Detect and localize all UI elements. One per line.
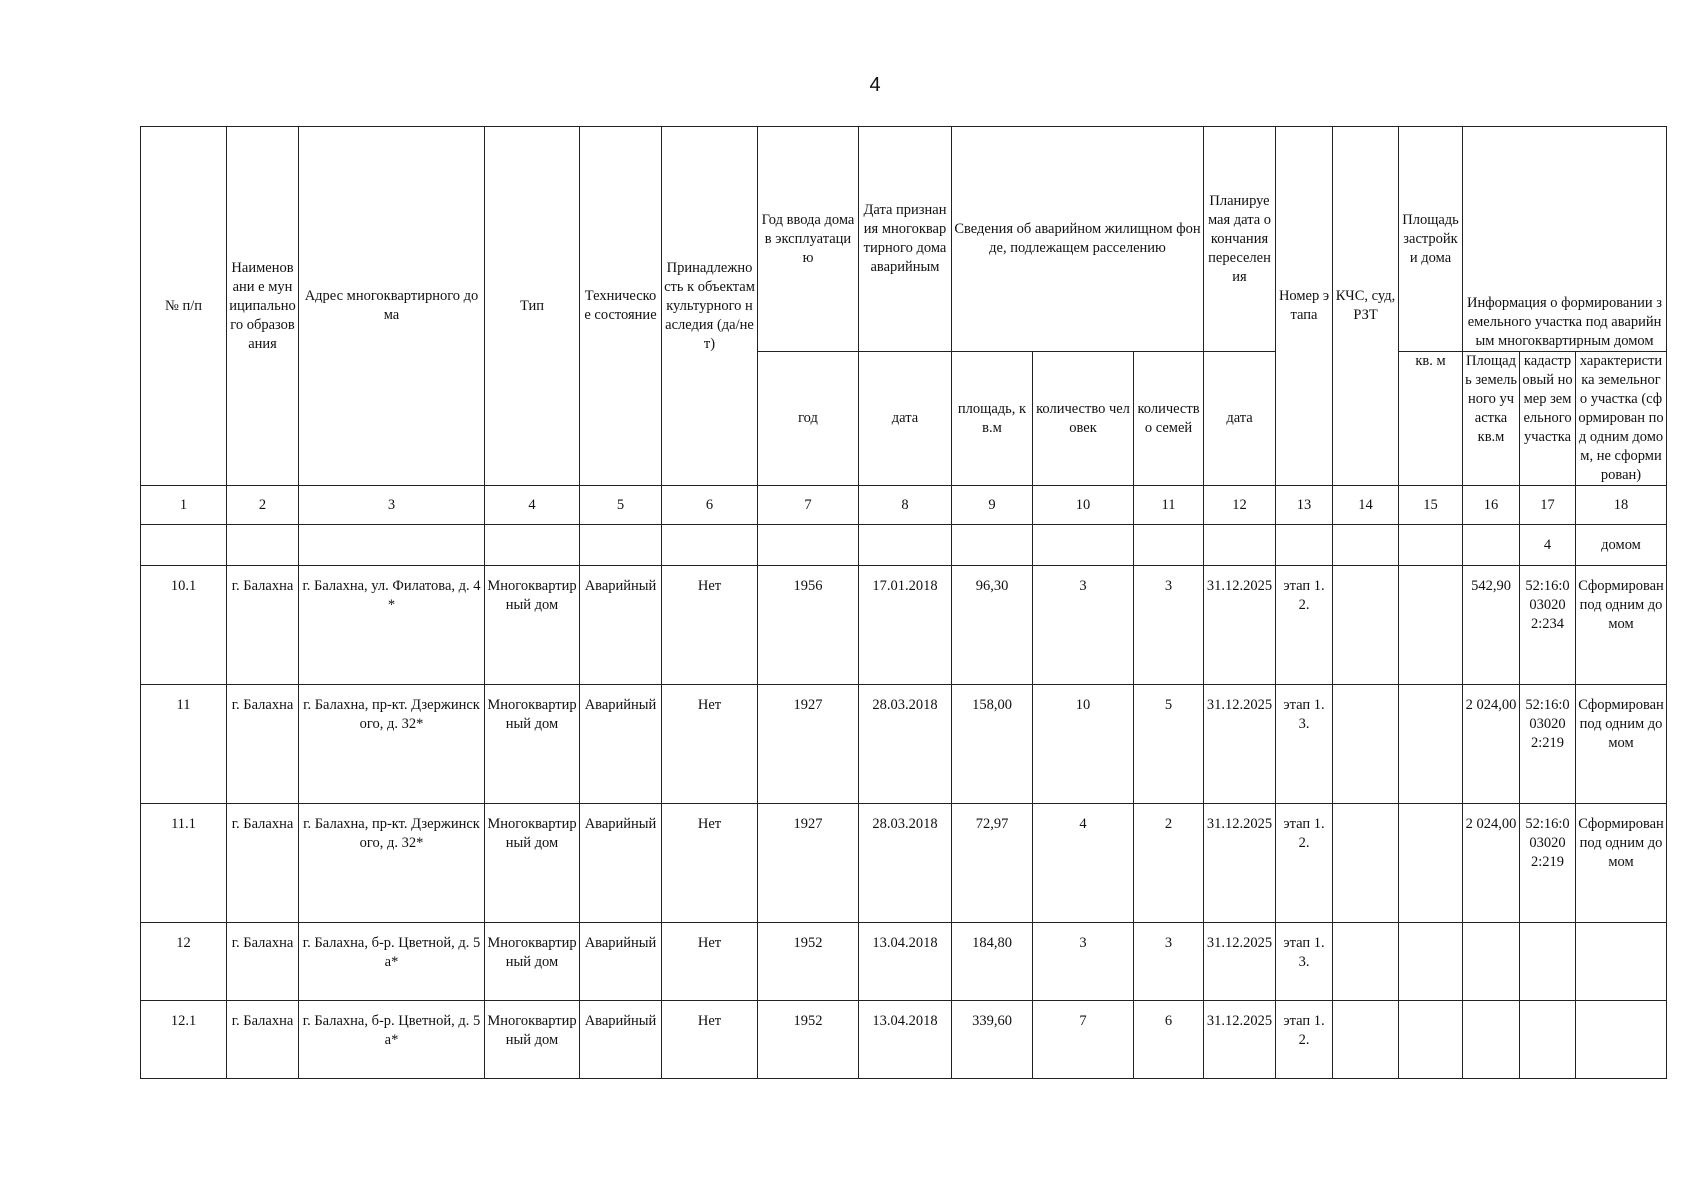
cell-building-area [1399, 566, 1463, 685]
cell-families: 3 [1134, 923, 1204, 1001]
cell-recognition-date: 17.01.2018 [859, 566, 952, 685]
cell-building-area [1399, 685, 1463, 804]
unit-col-11: количество семей [1134, 352, 1204, 486]
table-row [141, 525, 1667, 566]
unit-col-15: кв. м [1399, 352, 1463, 486]
cell-recognition-date: 13.04.2018 [859, 923, 952, 1001]
header-col-8: Дата признания многоквартирного дома аварийным [859, 127, 952, 352]
header-col-12: Планируемая дата окончания переселения [1204, 127, 1276, 352]
cell-recognition-date: 28.03.2018 [859, 685, 952, 804]
cell-number: 12.1 [141, 1001, 227, 1079]
cell-plot-status: Сформирован под одним домом [1576, 566, 1667, 685]
cell-building-area [1399, 923, 1463, 1001]
column-number: 1 [141, 486, 227, 525]
cell-municipality: г. Балахна [227, 923, 299, 1001]
header-col-9-11: Сведения об аварийном жилищном фонде, подлежащем расселению [952, 127, 1204, 352]
cell-number: 11 [141, 685, 227, 804]
cell-planned-date: 31.12.2025 [1204, 1001, 1276, 1079]
cell-plot-area: 2 024,00 [1463, 685, 1520, 804]
column-number: 2 [227, 486, 299, 525]
cell-cadastral-number: 4 [1520, 525, 1576, 566]
column-number: 7 [758, 486, 859, 525]
cell-number: 10.1 [141, 566, 227, 685]
cell-kchs [1333, 804, 1399, 923]
cell-area: 184,80 [952, 923, 1033, 1001]
cell-people [1033, 525, 1134, 566]
column-number: 13 [1276, 486, 1333, 525]
cell-number [141, 525, 227, 566]
cell-municipality: г. Балахна [227, 1001, 299, 1079]
cell-condition: Аварийный [580, 566, 662, 685]
cell-year: 1956 [758, 566, 859, 685]
cell-address: г. Балахна, б-р. Цветной, д. 5а* [299, 1001, 485, 1079]
cell-planned-date: 31.12.2025 [1204, 804, 1276, 923]
cell-year: 1927 [758, 804, 859, 923]
cell-address [299, 525, 485, 566]
cell-building-area [1399, 804, 1463, 923]
table-row [141, 685, 1667, 804]
column-number: 17 [1520, 486, 1576, 525]
cell-type [485, 525, 580, 566]
header-col-16-unit [1463, 352, 1520, 486]
header-col-16: Площадь земельного участка [1465, 353, 1517, 426]
cell-address: г. Балахна, ул. Филатова, д. 4* [299, 566, 485, 685]
cell-planned-date: 31.12.2025 [1204, 685, 1276, 804]
column-number: 16 [1463, 486, 1520, 525]
column-number: 5 [580, 486, 662, 525]
table-row [141, 923, 1667, 1001]
header-col-13: Номер этапа [1276, 127, 1333, 486]
cell-condition: Аварийный [580, 1001, 662, 1079]
column-number: 12 [1204, 486, 1276, 525]
cell-kchs [1333, 685, 1399, 804]
cell-families: 5 [1134, 685, 1204, 804]
cell-heritage: Нет [662, 685, 758, 804]
cell-cadastral-number: 52:16:003020 2:234 [1520, 566, 1576, 685]
cell-recognition-date [859, 525, 952, 566]
column-number-row [141, 486, 1667, 525]
cell-families: 6 [1134, 1001, 1204, 1079]
cell-families [1134, 525, 1204, 566]
header-col-5: Техническое состояние [580, 127, 662, 486]
unit-col-8: дата [859, 352, 952, 486]
table-row [141, 1001, 1667, 1079]
cell-stage: этап 1.2. [1276, 566, 1333, 685]
cell-kchs [1333, 1001, 1399, 1079]
cell-plot-area [1463, 923, 1520, 1001]
cell-year [758, 525, 859, 566]
cell-type: Многоквартирный дом [485, 804, 580, 923]
cell-people: 10 [1033, 685, 1134, 804]
cell-recognition-date: 13.04.2018 [859, 1001, 952, 1079]
header-col-6: Принадлежность к объектам культурного наследия (да/нет) [662, 127, 758, 486]
cell-heritage: Нет [662, 923, 758, 1001]
cell-address: г. Балахна, пр-кт. Дзержинского, д. 32* [299, 685, 485, 804]
cell-plot-status: Сформирован под одним домом [1576, 685, 1667, 804]
column-number: 15 [1399, 486, 1463, 525]
page-number: 4 [869, 74, 881, 96]
column-number: 18 [1576, 486, 1667, 525]
header-col-18: характеристика земельного участка (сформирован под одним домом, не сформирован) [1576, 352, 1667, 486]
cell-people: 3 [1033, 566, 1134, 685]
cell-cadastral-number: 52:16:003020 2:219 [1520, 685, 1576, 804]
cell-area: 339,60 [952, 1001, 1033, 1079]
cell-plot-area [1463, 525, 1520, 566]
cell-plot-area: 542,90 [1463, 566, 1520, 685]
cell-plot-status: Сформирован под одним домом [1576, 804, 1667, 923]
cell-heritage: Нет [662, 566, 758, 685]
unit-col-10: количество человек [1033, 352, 1134, 486]
table-row [141, 804, 1667, 923]
header-col-16-18: Информация о формировании земельного участка под аварийным многоквартирным домом [1463, 127, 1667, 352]
column-number: 14 [1333, 486, 1399, 525]
cell-type: Многоквартирный дом [485, 685, 580, 804]
cell-building-area [1399, 1001, 1463, 1079]
cell-condition: Аварийный [580, 923, 662, 1001]
cell-heritage: Нет [662, 804, 758, 923]
cell-address: г. Балахна, б-р. Цветной, д. 5а* [299, 923, 485, 1001]
unit-col-7: год [758, 352, 859, 486]
cell-cadastral-number [1520, 923, 1576, 1001]
cell-stage: этап 1.3. [1276, 923, 1333, 1001]
cell-plot-area: 2 024,00 [1463, 804, 1520, 923]
cell-planned-date: 31.12.2025 [1204, 923, 1276, 1001]
cell-stage: этап 1.2. [1276, 1001, 1333, 1079]
cell-heritage: Нет [662, 1001, 758, 1079]
cell-area: 158,00 [952, 685, 1033, 804]
cell-building-area [1399, 525, 1463, 566]
cell-year: 1952 [758, 923, 859, 1001]
cell-area [952, 525, 1033, 566]
unit-col-12: дата [1204, 352, 1276, 486]
cell-families: 2 [1134, 804, 1204, 923]
cell-plot-status [1576, 923, 1667, 1001]
cell-plot-status [1576, 1001, 1667, 1079]
column-number: 8 [859, 486, 952, 525]
column-number: 6 [662, 486, 758, 525]
cell-municipality: г. Балахна [227, 566, 299, 685]
column-number: 3 [299, 486, 485, 525]
cell-people: 7 [1033, 1001, 1134, 1079]
header-col-1: № п/п [141, 127, 227, 486]
cell-people: 3 [1033, 923, 1134, 1001]
cell-stage [1276, 525, 1333, 566]
cell-condition [580, 525, 662, 566]
cell-area: 96,30 [952, 566, 1033, 685]
unit-col-16: кв.м [1477, 429, 1505, 445]
cell-kchs [1333, 566, 1399, 685]
cell-number: 11.1 [141, 804, 227, 923]
cell-area: 72,97 [952, 804, 1033, 923]
header-col-2: Наименовани е муниципального образования [227, 127, 299, 486]
cell-cadastral-number [1520, 1001, 1576, 1079]
header-col-7: Год ввода дома в эксплуатацию [758, 127, 859, 352]
cell-type: Многоквартирный дом [485, 566, 580, 685]
cell-type: Многоквартирный дом [485, 1001, 580, 1079]
cell-plot-area [1463, 1001, 1520, 1079]
column-number: 11 [1134, 486, 1204, 525]
cell-municipality [227, 525, 299, 566]
emergency-housing-table [140, 126, 1667, 1079]
unit-col-9: площадь, кв.м [952, 352, 1033, 486]
header-col-14: КЧС, суд, РЗТ [1333, 127, 1399, 486]
cell-families: 3 [1134, 566, 1204, 685]
cell-cadastral-number: 52:16:003020 2:219 [1520, 804, 1576, 923]
cell-kchs [1333, 525, 1399, 566]
header-col-15: Площадь застройки дома [1399, 127, 1463, 352]
cell-plot-status: домом [1576, 525, 1667, 566]
column-number: 10 [1033, 486, 1134, 525]
cell-address: г. Балахна, пр-кт. Дзержинского, д. 32* [299, 804, 485, 923]
cell-municipality: г. Балахна [227, 804, 299, 923]
cell-people: 4 [1033, 804, 1134, 923]
table-row [141, 566, 1667, 685]
cell-year: 1952 [758, 1001, 859, 1079]
cell-stage: этап 1.2. [1276, 804, 1333, 923]
cell-recognition-date: 28.03.2018 [859, 804, 952, 923]
column-number: 4 [485, 486, 580, 525]
column-number: 9 [952, 486, 1033, 525]
cell-planned-date [1204, 525, 1276, 566]
header-row-main [141, 127, 1667, 352]
cell-planned-date: 31.12.2025 [1204, 566, 1276, 685]
cell-condition: Аварийный [580, 804, 662, 923]
cell-year: 1927 [758, 685, 859, 804]
cell-stage: этап 1.3. [1276, 685, 1333, 804]
cell-kchs [1333, 923, 1399, 1001]
header-col-17: кадастровый номер земельного участка [1520, 352, 1576, 486]
header-col-4: Тип [485, 127, 580, 486]
cell-type: Многоквартирный дом [485, 923, 580, 1001]
cell-number: 12 [141, 923, 227, 1001]
cell-condition: Аварийный [580, 685, 662, 804]
cell-municipality: г. Балахна [227, 685, 299, 804]
header-col-3: Адрес многоквартирного дома [299, 127, 485, 486]
cell-heritage [662, 525, 758, 566]
